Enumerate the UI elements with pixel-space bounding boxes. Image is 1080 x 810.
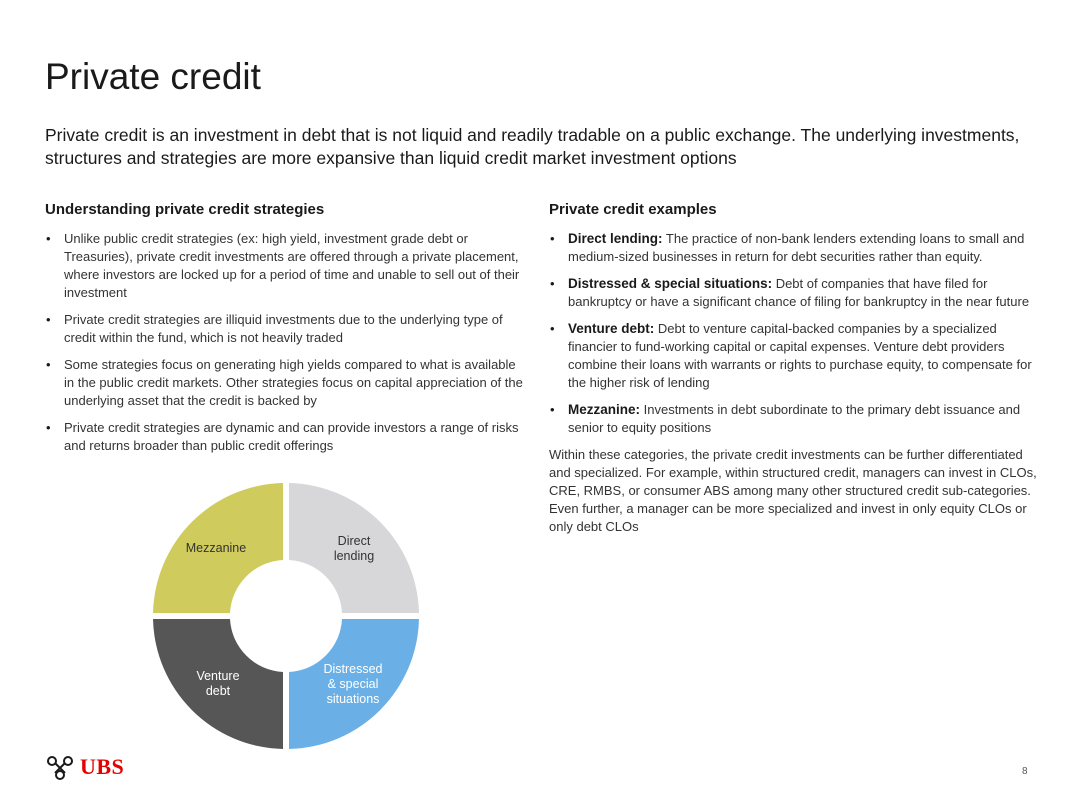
example-distressed — [549, 275, 1044, 311]
example-text: The practice of non-bank lenders extending loans to small and medium-sized businesses in return for debt securities rather than equity. — [568, 231, 1025, 264]
diagram-graphic — [150, 480, 422, 752]
label-venture-debt — [178, 669, 258, 699]
label-line: debt — [205, 684, 231, 698]
ubs-logo — [45, 752, 124, 782]
example-term: Venture debt: — [568, 321, 655, 336]
label-line: & special — [327, 677, 379, 691]
list-item: • Private credit strategies are dynamic and can provide investors a range of risks and returns broader than public credit offerings — [45, 419, 525, 455]
example-text: Debt of companies that have filed for bankruptcy or have a significant chance of filing for bankruptcy in the near future — [568, 276, 1030, 309]
logo-wordmark: UBS — [80, 754, 125, 779]
label-line: lending — [333, 549, 375, 563]
list-item: • Private credit strategies are illiquid investments due to the underlying type of credit within the fund, which is not heavily traded — [45, 311, 525, 347]
keys-icon — [45, 753, 75, 781]
page-title: Private credit — [45, 56, 261, 97]
list-item: • Unlike public credit strategies (ex: high yield, investment grade debt or Treasuries), private credit investments are offered through a private placement, where investors are locked up for a period of time and unable to sell out of their investment — [45, 230, 525, 302]
page-subtitle: Private credit is an investment in debt that is not liquid and readily tradable on a public exchange. The underlying investments, structures and strategies are more expansive than liquid credit market investment options — [45, 125, 1020, 168]
label-line: Direct — [337, 534, 371, 548]
example-term: Direct lending: — [568, 231, 663, 246]
private-credit-diagram — [150, 480, 422, 752]
closing-paragraph: Within these categories, the private credit investments can be further differentiated and specialized. For example, within structured credit, managers can invest in CLOs, CRE, RMBS, or consumer ABS among many other structured credit sub-categories. Even further, a manager can be more specialized and invest in only equity CLOs or only debt CLOs — [549, 447, 1037, 534]
label-distressed — [313, 662, 393, 707]
strategies-list — [45, 230, 525, 455]
label-line: Distressed — [323, 662, 383, 676]
example-text: Debt to venture capital-backed companies by a specialized financier to fund-working capital or capital expenses. Venture debt providers combine their loans with warrants or rights to purchase equity, to compensate for the higher risk of lending — [568, 321, 1032, 390]
label-line: Venture — [196, 669, 240, 683]
list-item: • Some strategies focus on generating high yields compared to what is available in the public credit markets. Other strategies focus on capital appreciation of the underlying asset that the credit is backed by — [45, 356, 525, 410]
example-text: Investments in debt subordinate to the primary debt issuance and senior to equity positions — [568, 402, 1021, 435]
strategies-section — [45, 200, 525, 464]
examples-section — [549, 200, 1044, 536]
label-mezzanine — [176, 541, 256, 556]
label-line: Mezzanine — [185, 541, 247, 555]
strategies-heading: Understanding private credit strategies — [45, 201, 325, 218]
example-venture-debt — [549, 320, 1044, 392]
label-line: situations — [326, 692, 380, 706]
label-direct-lending — [314, 534, 394, 564]
example-term: Mezzanine: — [568, 402, 641, 417]
page-number: 8 — [1022, 766, 1028, 777]
examples-list — [549, 230, 1044, 437]
example-term: Distressed & special situations: — [568, 276, 773, 291]
example-mezzanine — [549, 401, 1044, 437]
examples-heading: Private credit examples — [549, 201, 717, 218]
example-direct-lending — [549, 230, 1044, 266]
